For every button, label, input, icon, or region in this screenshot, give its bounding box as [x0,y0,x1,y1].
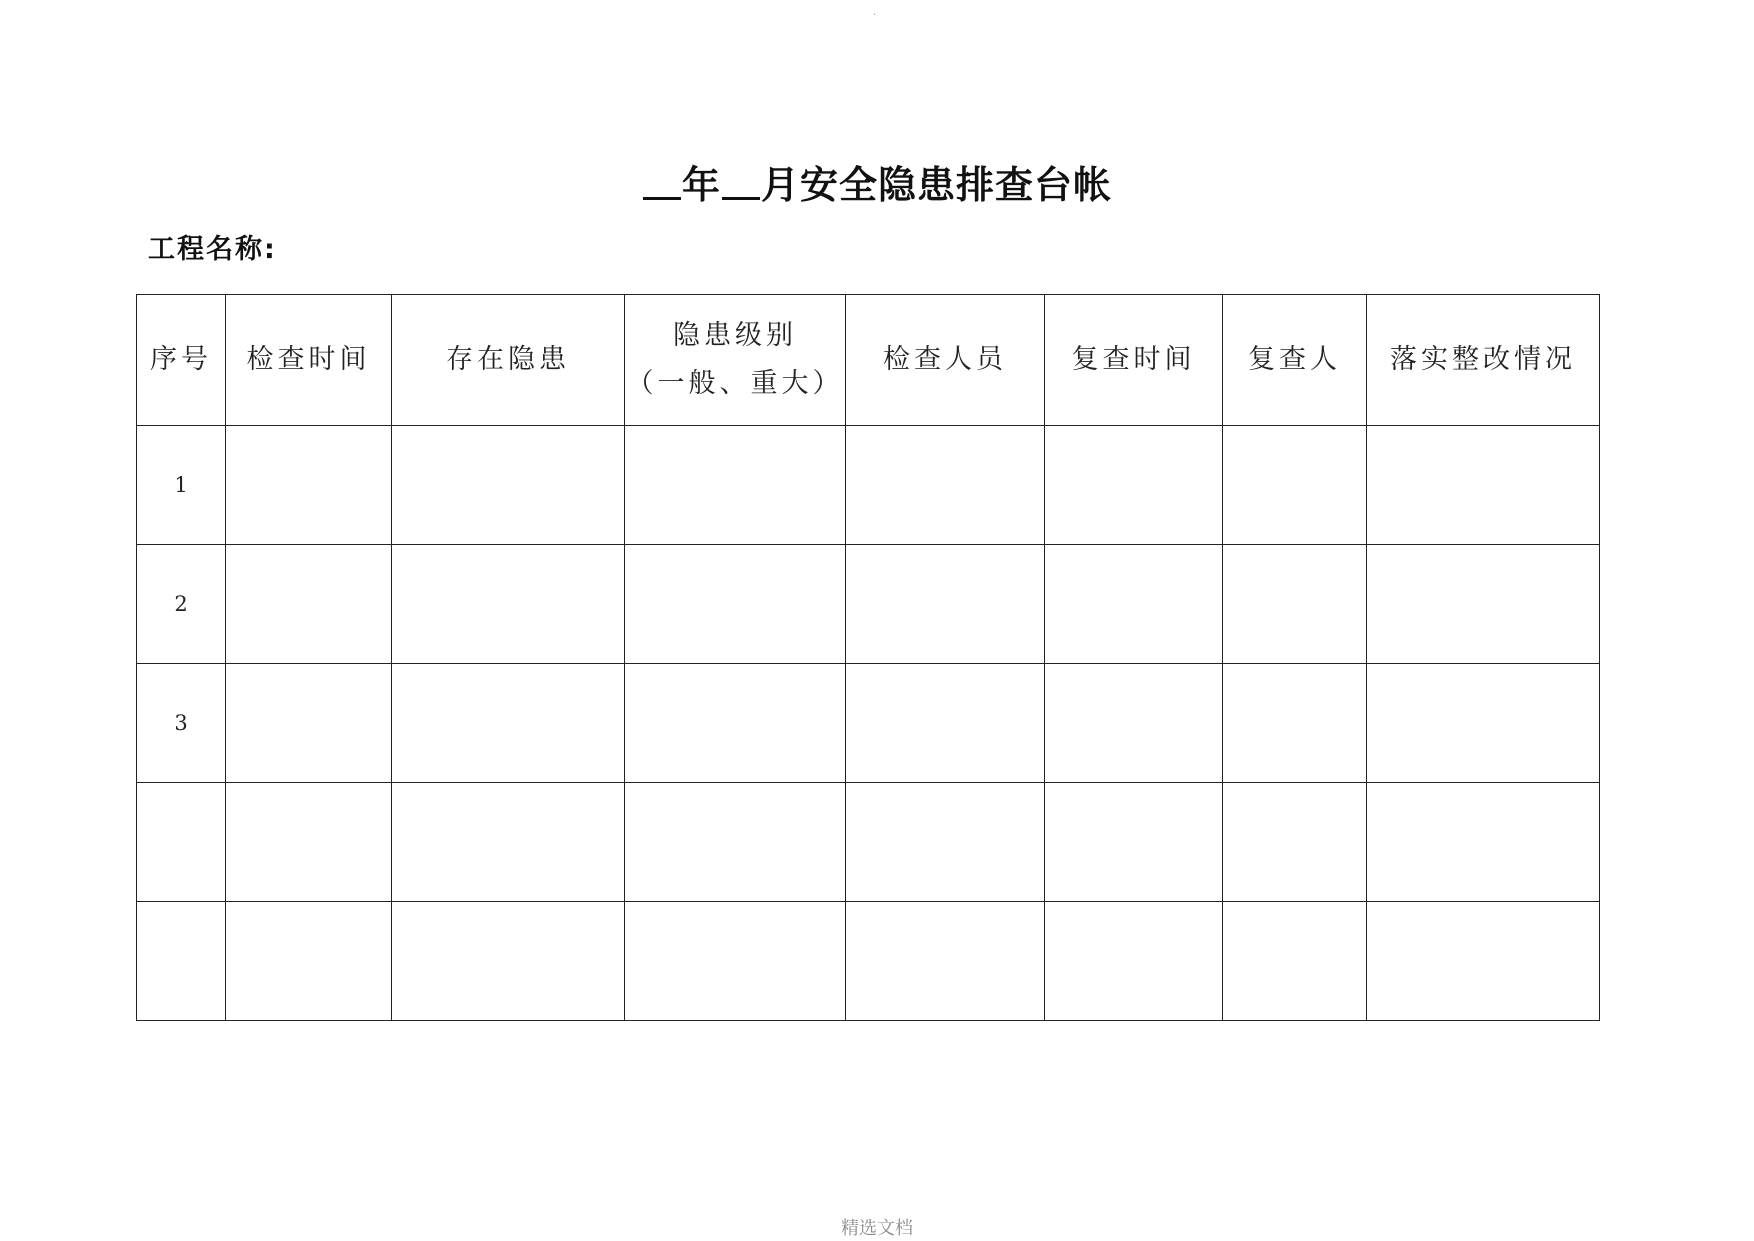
cell-check-time[interactable] [226,783,392,902]
cell-serial[interactable]: 1 [137,426,226,545]
cell-hazard-level[interactable] [625,545,846,664]
table-row [137,902,1600,1021]
header-serial: 序号 [137,295,226,426]
cell-existing-hazard[interactable] [392,902,625,1021]
cell-rechecker[interactable] [1223,426,1367,545]
title-year-label: 年 [681,163,721,207]
cell-inspector[interactable] [846,545,1045,664]
cell-check-time[interactable] [226,664,392,783]
table-row [137,545,1600,664]
cell-inspector[interactable] [846,783,1045,902]
cell-recheck-time[interactable] [1045,545,1223,664]
cell-serial[interactable] [137,783,226,902]
cell-recheck-time[interactable] [1045,426,1223,545]
footer-watermark: 精选文档 [841,1218,913,1239]
cell-hazard-level[interactable] [625,783,846,902]
cell-rectification-status[interactable] [1367,426,1600,545]
title-rest: 月安全隐患排查台帐 [761,163,1113,207]
cell-recheck-time[interactable] [1045,664,1223,783]
project-name-label: 工程名称: [148,234,277,265]
cell-rectification-status[interactable] [1367,902,1600,1021]
header-hazard-level: 隐患级别 （一般、重大） [625,295,846,426]
cell-existing-hazard[interactable] [392,664,625,783]
cell-rectification-status[interactable] [1367,545,1600,664]
table-row [137,426,1600,545]
cell-serial[interactable]: 3 [137,664,226,783]
month-blank [722,157,760,200]
page-title [0,157,1754,210]
cell-recheck-time[interactable] [1045,902,1223,1021]
cell-rectification-status[interactable] [1367,783,1600,902]
cell-check-time[interactable] [226,426,392,545]
cell-rechecker[interactable] [1223,783,1367,902]
hazard-ledger-table [136,294,1600,1021]
cell-hazard-level[interactable] [625,902,846,1021]
cell-check-time[interactable] [226,545,392,664]
cell-check-time[interactable] [226,902,392,1021]
cell-hazard-level[interactable] [625,664,846,783]
cell-existing-hazard[interactable] [392,545,625,664]
header-rectification-status: 落实整改情况 [1367,295,1600,426]
cell-serial[interactable]: 2 [137,545,226,664]
header-rechecker: 复查人 [1223,295,1367,426]
header-recheck-time: 复查时间 [1045,295,1223,426]
cell-rechecker[interactable] [1223,545,1367,664]
cell-existing-hazard[interactable] [392,783,625,902]
top-dot-mark: . [873,7,877,18]
cell-hazard-level[interactable] [625,426,846,545]
table-row [137,664,1600,783]
table-row [137,783,1600,902]
cell-rechecker[interactable] [1223,902,1367,1021]
header-inspector: 检查人员 [846,295,1045,426]
cell-inspector[interactable] [846,902,1045,1021]
header-existing-hazard: 存在隐患 [392,295,625,426]
cell-rechecker[interactable] [1223,664,1367,783]
cell-serial[interactable] [137,902,226,1021]
header-check-time: 检查时间 [226,295,392,426]
cell-inspector[interactable] [846,664,1045,783]
cell-inspector[interactable] [846,426,1045,545]
cell-rectification-status[interactable] [1367,664,1600,783]
header-row [137,295,1600,426]
year-blank [643,157,681,200]
cell-existing-hazard[interactable] [392,426,625,545]
cell-recheck-time[interactable] [1045,783,1223,902]
